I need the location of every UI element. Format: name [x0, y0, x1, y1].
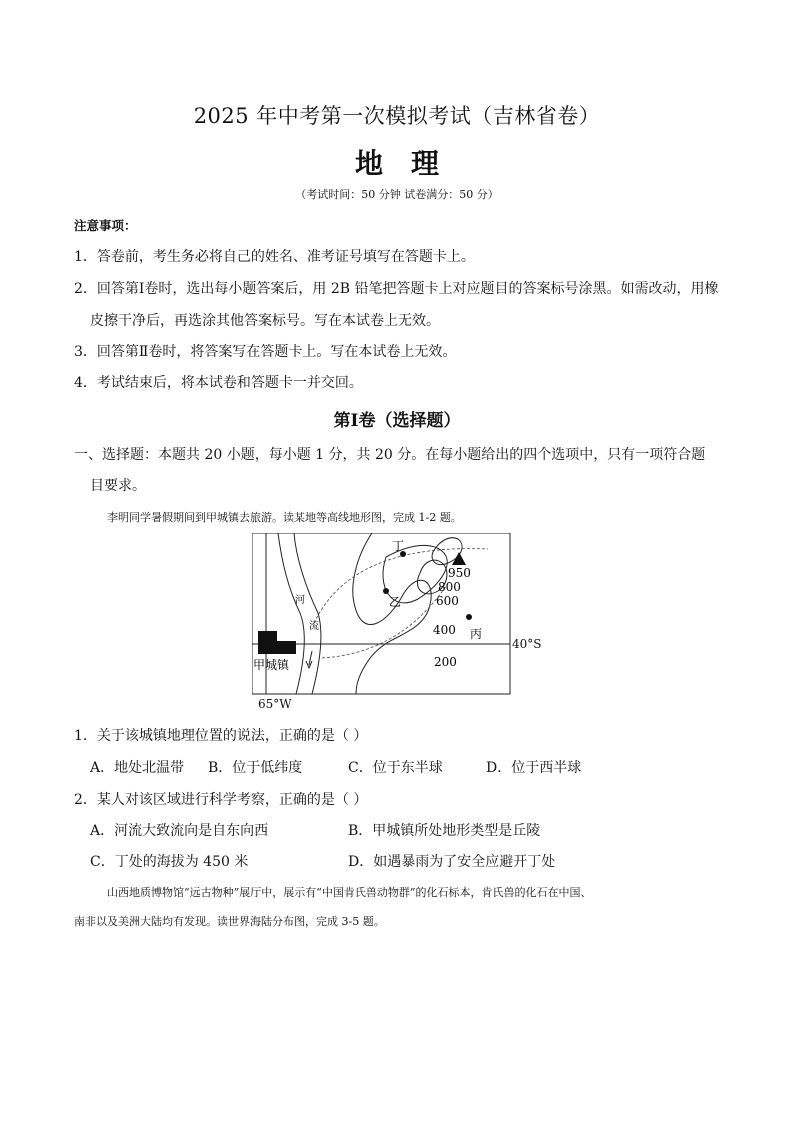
question-1-option-d: D．位于西半球 [486, 760, 582, 776]
intro-q1-2: 李明同学暑假期间到甲城镇去旅游。读某地等高线地形图，完成 1-2 题。 [107, 511, 462, 524]
peak-triangle [452, 552, 466, 565]
label-ding: 丁 [392, 539, 405, 553]
note-item-1: 1．答卷前，考生务必将自己的姓名、准考证号填写在答题卡上。 [74, 249, 475, 265]
label-river-1: 河 [295, 595, 305, 606]
question-1-option-b: B．位于低纬度 [208, 760, 303, 776]
point-bing [466, 614, 472, 620]
question-1-option-a: A．地处北温带 [90, 760, 185, 776]
note-item-3: 3．回答第Ⅱ卷时，将答案写在答题卡上。写在本试卷上无效。 [74, 344, 457, 360]
section-instruction: 一、选择题：本题共 20 小题，每小题 1 分，共 20 分。在每小题给出的四个选项中，只有一项符合题 [74, 447, 706, 463]
note-item-2-cont: 皮擦干净后，再选涂其他答案标号。写在本试卷上无效。 [90, 313, 440, 329]
question-2-option-c: C．丁处的海拔为 450 米 [90, 854, 249, 870]
contour-label-400: 400 [433, 623, 456, 637]
exam-title: 2025 年中考第一次模拟考试（吉林省卷） [193, 104, 601, 128]
contour-map [252, 533, 512, 695]
label-longitude-65w: 65°W [258, 697, 292, 711]
notes-title: 注意事项： [74, 218, 137, 233]
question-1-option-c: C．位于东半球 [348, 760, 443, 776]
intro-q3-5-line1: 山西地质博物馆“远古物种”展厅中，展示有“中国肯氏兽动物群”的化石标本，肯氏兽的化石在中国、 [107, 886, 592, 899]
map-frame [252, 533, 510, 694]
label-yi: 乙 [389, 595, 402, 609]
note-item-2: 2．回答第Ⅰ卷时，选出每小题答案后，用 2B 铅笔把答题卡上对应题目的答案标号涂黑。如需改动，用橡 [74, 281, 719, 297]
section-instruction-cont: 目要求。 [90, 478, 146, 494]
point-yi [383, 588, 389, 594]
question-2-stem: 2．某人对该区域进行科学考察，正确的是（ ） [74, 792, 368, 808]
river-bank-right [294, 533, 321, 694]
contour-200 [353, 533, 431, 694]
note-item-4: 4．考试结束后，将本试卷和答题卡一并交回。 [74, 375, 363, 391]
question-2-option-b: B．甲城镇所处地形类型是丘陵 [348, 823, 541, 839]
question-2-option-d: D．如遇暴雨为了安全应避开丁处 [348, 854, 556, 870]
contour-label-600: 600 [436, 594, 459, 608]
label-latitude-40s: 40°S [512, 637, 542, 651]
label-town: 甲城镇 [253, 658, 290, 672]
question-2-option-a: A．河流大致流向是自东向西 [90, 823, 269, 839]
question-1-stem: 1．关于该城镇地理位置的说法，正确的是（ ） [74, 728, 368, 744]
contour-label-950: 950 [448, 566, 471, 580]
label-river-2: 流 [309, 621, 319, 632]
intro-q3-5-line2: 南非以及美洲大陆均有发现。读世界海陆分布图，完成 3-5 题。 [74, 915, 385, 928]
section-title: 第Ⅰ卷（选择题） [333, 411, 461, 431]
exam-info: （考试时间：50 分钟 试卷满分：50 分） [295, 188, 499, 201]
contour-label-800: 800 [438, 580, 461, 594]
label-bing: 丙 [470, 627, 483, 641]
contour-label-200: 200 [434, 655, 457, 669]
subject-title: 地理 [354, 147, 467, 180]
town-block-b [270, 641, 296, 654]
